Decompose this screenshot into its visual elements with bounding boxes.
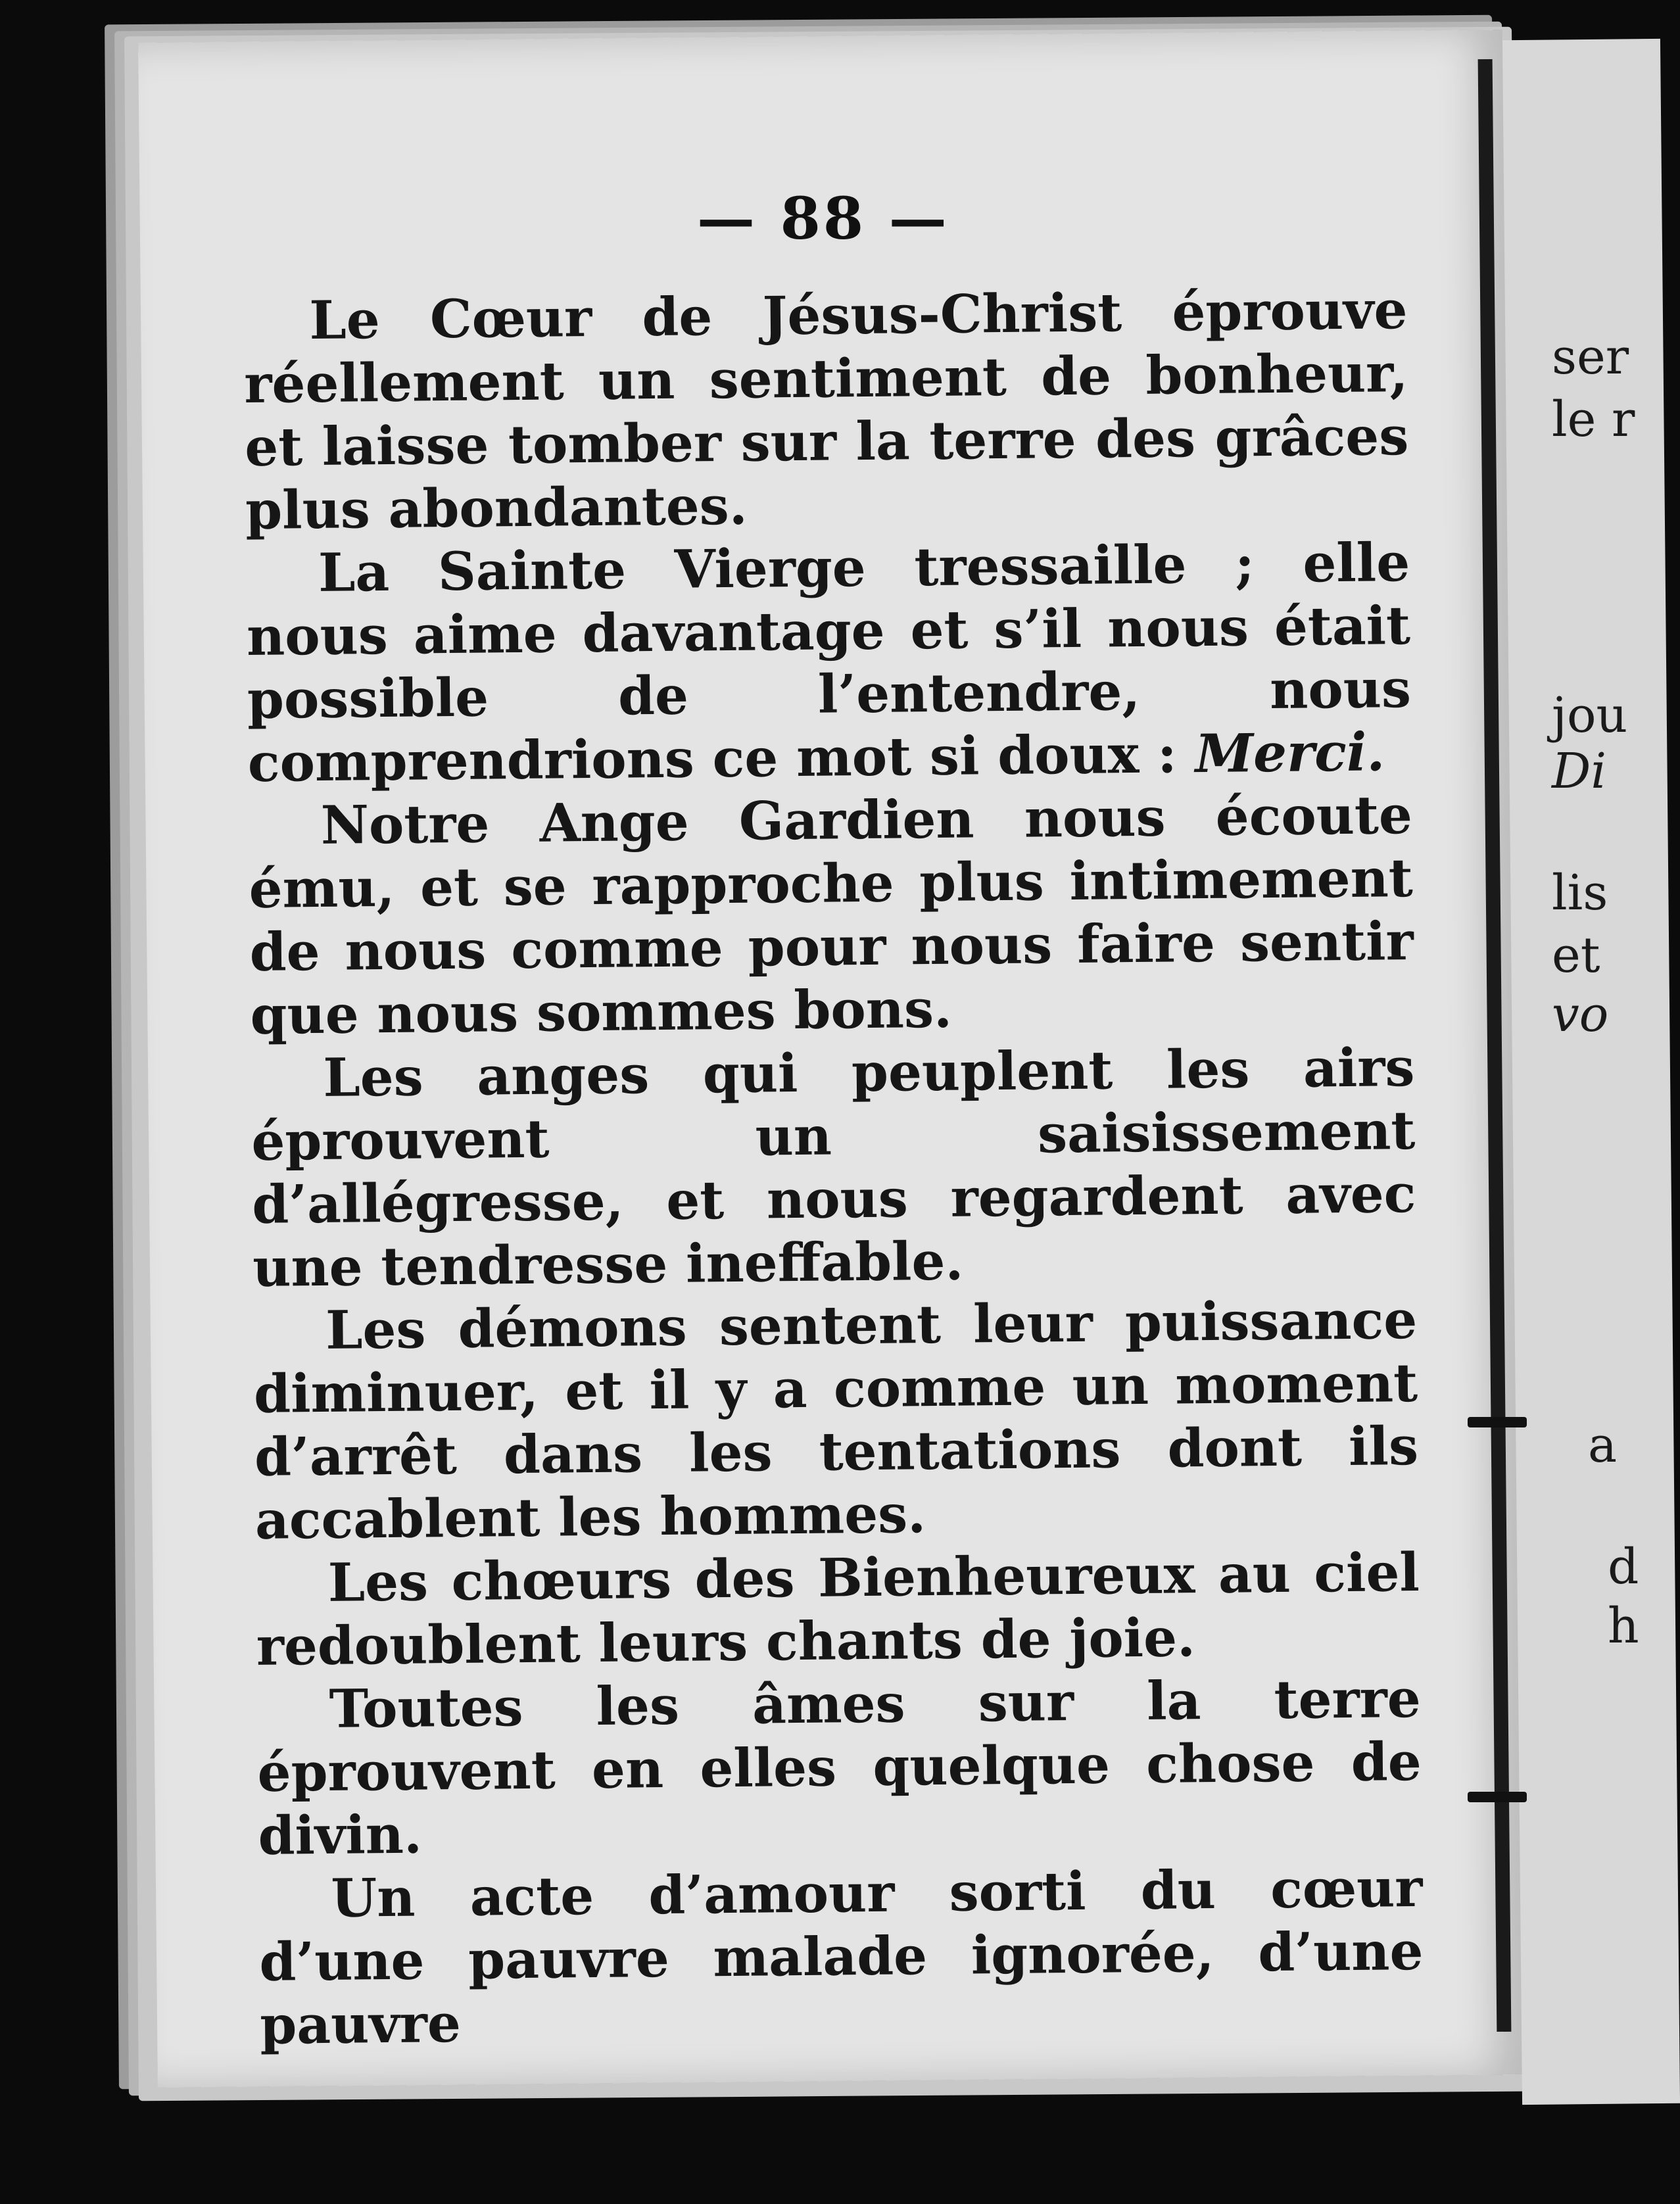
right-fragment: d	[1608, 1539, 1639, 1595]
right-fragment: lis	[1552, 865, 1608, 921]
right-fragment: ser	[1552, 329, 1629, 385]
binding-thread-mark	[1468, 1792, 1527, 1802]
right-page-text-fragments	[1552, 0, 1637, 2204]
binding-thread-mark	[1468, 1417, 1527, 1427]
right-fragment: jou	[1552, 687, 1628, 744]
page-number: — 88 —	[697, 184, 949, 252]
paragraph-7: Toutes les âmes sur la terre éprouvent en elles quelque chose de divin.	[257, 1667, 1422, 1867]
paragraph-2	[246, 531, 1412, 794]
paragraph-3: Notre Ange Gardien nous écoute ému, et se rapproche plus intimement de nous comme pour nous faire sentir que nous sommes bons.	[249, 783, 1414, 1046]
right-fragment: a	[1588, 1417, 1618, 1473]
page-body-text	[243, 278, 1424, 2057]
paragraph-8: Un acte d’amour sorti du cœur d’une pauvre malade ignorée, d’une pauvre	[258, 1856, 1424, 2056]
right-fragment: h	[1608, 1598, 1639, 1654]
merci-italic-word: Merci.	[1195, 721, 1385, 785]
paragraph-1: Le Cœur de Jésus-Christ éprouve réellement un sentiment de bonheur, et laisse tomber sur la terre des grâces plus abondantes.	[243, 279, 1409, 541]
right-fragment: le r	[1552, 391, 1635, 448]
paragraph-6: Les chœurs des Bienheureux au ciel redoublent leurs chants de joie.	[256, 1541, 1420, 1677]
right-fragment: vo	[1552, 986, 1609, 1043]
paragraph-2-text: La Sainte Vierge tressaille ; elle nous aime davantage et s’il nous était possible de l’entendre, nous comprendrions ce mot si doux :	[246, 531, 1412, 794]
paragraph-4: Les anges qui peuplent les airs éprouvent un saisissement d’allégresse, et nous regardent avec une tendresse ineffable.	[251, 1036, 1416, 1299]
right-fragment: et	[1552, 927, 1600, 984]
paragraph-5: Les démons sentent leur puissance diminuer, et il y a comme un moment d’arrêt dans les tentations dont ils accablent les hommes.	[253, 1288, 1419, 1551]
right-fragment: Di	[1552, 743, 1606, 800]
